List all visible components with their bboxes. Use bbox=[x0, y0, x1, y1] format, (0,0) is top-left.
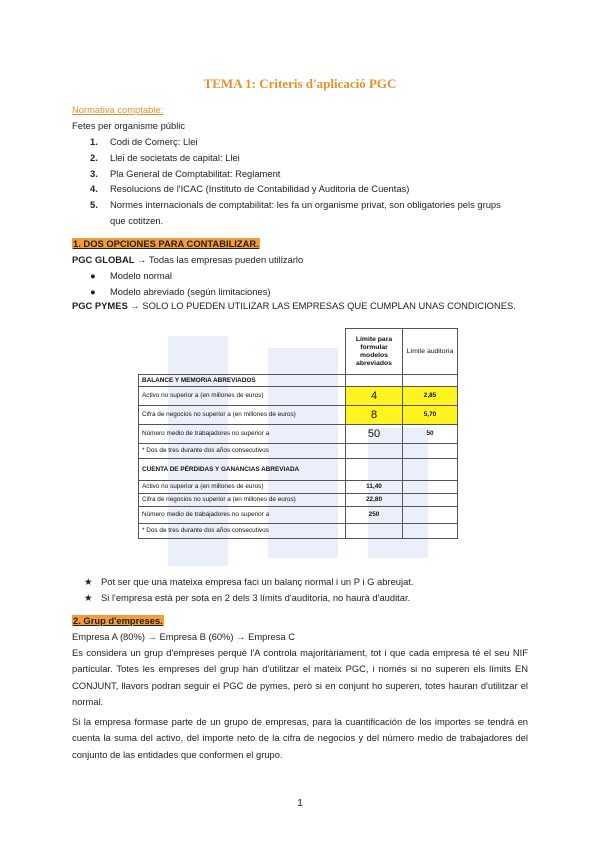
normativa-intro: Fetes per organisme públic bbox=[72, 120, 186, 131]
row-value-abreviados: 8 bbox=[346, 405, 403, 424]
pgc-global-bullets bbox=[72, 268, 271, 299]
balance-section-title: BALANCE Y MEMORIA ABREVIADOS bbox=[139, 375, 346, 387]
pgc-pymes-line bbox=[72, 300, 516, 312]
list-item bbox=[84, 574, 414, 590]
pgc-global-line bbox=[72, 254, 303, 266]
row-value-abreviados: 22,80 bbox=[346, 493, 403, 506]
table-row bbox=[139, 386, 458, 405]
table-row bbox=[139, 493, 458, 506]
table-cell bbox=[346, 443, 403, 458]
list-item-text: Normes internacionals de comptabilitat: les fa un organisme privat, son obligatories pels grups que cotitzen. bbox=[110, 199, 501, 226]
row-label: Activo no superior a (en millones de euros) bbox=[139, 480, 346, 493]
list-item bbox=[72, 134, 512, 150]
row-label: Cifra de negocios no superior a (en millones de euros) bbox=[139, 405, 346, 424]
table-cell bbox=[346, 458, 403, 480]
table-corner bbox=[139, 329, 346, 375]
list-item-number: 1. bbox=[90, 136, 98, 147]
row-value-auditoria: 2,85 bbox=[403, 386, 458, 405]
table-row bbox=[139, 424, 458, 443]
section2-paragraph-2: Si la empresa formase parte de un grupo de empresas, para la cuantificación de los importes se tendrá en cuenta la suma del activo, del importe neto de la cifra de negocios y del número medio de trabajadores del conjunto de las entidades que conformen el grupo. bbox=[72, 716, 528, 760]
list-item-text: Pot ser que una mateixa empresa faci un balanç normal i un P i G abreujat. bbox=[101, 576, 414, 587]
list-item-number: 2. bbox=[90, 151, 98, 163]
bullet-icon: ● bbox=[90, 270, 96, 281]
table-cell bbox=[346, 523, 403, 538]
list-item bbox=[72, 268, 271, 284]
row-value-abreviados: 11,40 bbox=[346, 480, 403, 493]
row-value-auditoria: 50 bbox=[403, 424, 458, 443]
section1-heading bbox=[72, 238, 260, 250]
list-item-text: Llei de societats de capital: Llei bbox=[110, 151, 240, 163]
pgc-global-text: → Todas las empresas pueden utilizarlo bbox=[137, 254, 304, 265]
row-label: Cifra de negocios no superior a (en millones de euros) bbox=[139, 493, 346, 506]
list-item bbox=[72, 181, 512, 197]
pyg-note: * Dos de tres durante dos años consecutivos bbox=[139, 523, 346, 538]
row-value-abreviados: 4 bbox=[346, 386, 403, 405]
list-item-text: Pla General de Comptabilitat: Reglament bbox=[110, 167, 281, 179]
section1-heading-text: 1. DOS OPCIONES PARA CONTABILIZAR. bbox=[73, 238, 259, 249]
row-label: Número medio de trabajadores no superior a bbox=[139, 506, 346, 523]
list-item-text: Si l'empresa està per sota en 2 dels 3 límits d'auditoria, no haurà d'auditar. bbox=[101, 591, 411, 603]
normativa-heading-text: Normativa comptable: bbox=[72, 104, 164, 115]
row-label: Número medio de trabajadores no superior a bbox=[139, 424, 346, 443]
table-cell bbox=[346, 375, 403, 387]
normativa-list bbox=[72, 134, 512, 229]
group-chain: Empresa A (80%) → Empresa B (60%) → Empresa C bbox=[72, 631, 295, 642]
table-cell bbox=[403, 458, 458, 480]
section2-paragraph-1: Es considera un grup d'empreses perquè l'A controla majoritàriament, tot i que cada empresa té el seu NIF particular. Totes les empreses del grup han d'utilitzar el mateix PGC, i només si no superen els límits EN CONJUNT, llavors podran seguir el PGC de pymes, però si en conjunt ho superen, totes hauran d'utilitzar el normal. bbox=[72, 647, 528, 707]
list-item-number: 5. bbox=[90, 199, 98, 211]
pgc-pymes-label: PGC PYMES bbox=[72, 300, 128, 311]
table-cell bbox=[403, 480, 458, 493]
row-value-auditoria: 5,70 bbox=[403, 405, 458, 424]
list-item-text: Resolucions de l'ICAC (Instituto de Contabilidad y Auditoria de Cuentas) bbox=[110, 183, 410, 195]
pyg-section-title: CUENTA DE PÉRDIDAS Y GANANCIAS ABREVIADA bbox=[139, 458, 346, 480]
table-cell bbox=[403, 375, 458, 387]
document-title: TEMA 1: Criteris d'aplicació PGC bbox=[203, 76, 397, 91]
col-header-abreviados: Límite para formular modelos abreviados bbox=[346, 329, 403, 375]
normativa-heading bbox=[72, 104, 163, 116]
list-item-text: Modelo abreviado (según limitaciones) bbox=[110, 285, 271, 297]
list-item bbox=[72, 197, 512, 229]
table-cell bbox=[403, 493, 458, 506]
table-cell bbox=[403, 506, 458, 523]
row-value-abreviados: 250 bbox=[346, 506, 403, 523]
list-item bbox=[72, 284, 271, 300]
list-item bbox=[72, 166, 512, 182]
list-item-text: Codi de Comerç: Llei bbox=[110, 136, 198, 147]
section2-heading bbox=[72, 615, 164, 627]
balance-note: * Dos de tres durante dos años consecutivos bbox=[139, 443, 346, 458]
pgc-global-label: PGC GLOBAL bbox=[72, 254, 135, 265]
table-row bbox=[139, 405, 458, 424]
list-item-number: 3. bbox=[90, 167, 98, 179]
table-row bbox=[139, 506, 458, 523]
section2-heading-text: 2. Grup d'empreses. bbox=[73, 615, 163, 626]
list-item bbox=[84, 590, 414, 606]
row-label: Activo no superior a (en millones de euros) bbox=[139, 386, 346, 405]
page-number: 1 bbox=[297, 797, 303, 809]
row-value-abreviados: 50 bbox=[346, 424, 403, 443]
table-cell bbox=[403, 523, 458, 538]
table-cell bbox=[403, 443, 458, 458]
list-item-number: 4. bbox=[90, 183, 98, 195]
star-icon: ★ bbox=[84, 591, 93, 603]
bullet-icon: ● bbox=[90, 285, 96, 297]
list-item-text: Modelo normal bbox=[110, 270, 173, 281]
col-header-auditoria: Límite auditoría bbox=[403, 329, 458, 375]
star-notes bbox=[84, 574, 414, 605]
limits-table bbox=[138, 328, 458, 539]
star-icon: ★ bbox=[84, 576, 93, 587]
list-item bbox=[72, 150, 512, 166]
table-row bbox=[139, 480, 458, 493]
pgc-pymes-text: → SOLO LO PUEDEN UTILIZAR LAS EMPRESAS QUE CUMPLAN UNAS CONDICIONES. bbox=[130, 300, 516, 311]
limits-table-image bbox=[138, 328, 467, 570]
